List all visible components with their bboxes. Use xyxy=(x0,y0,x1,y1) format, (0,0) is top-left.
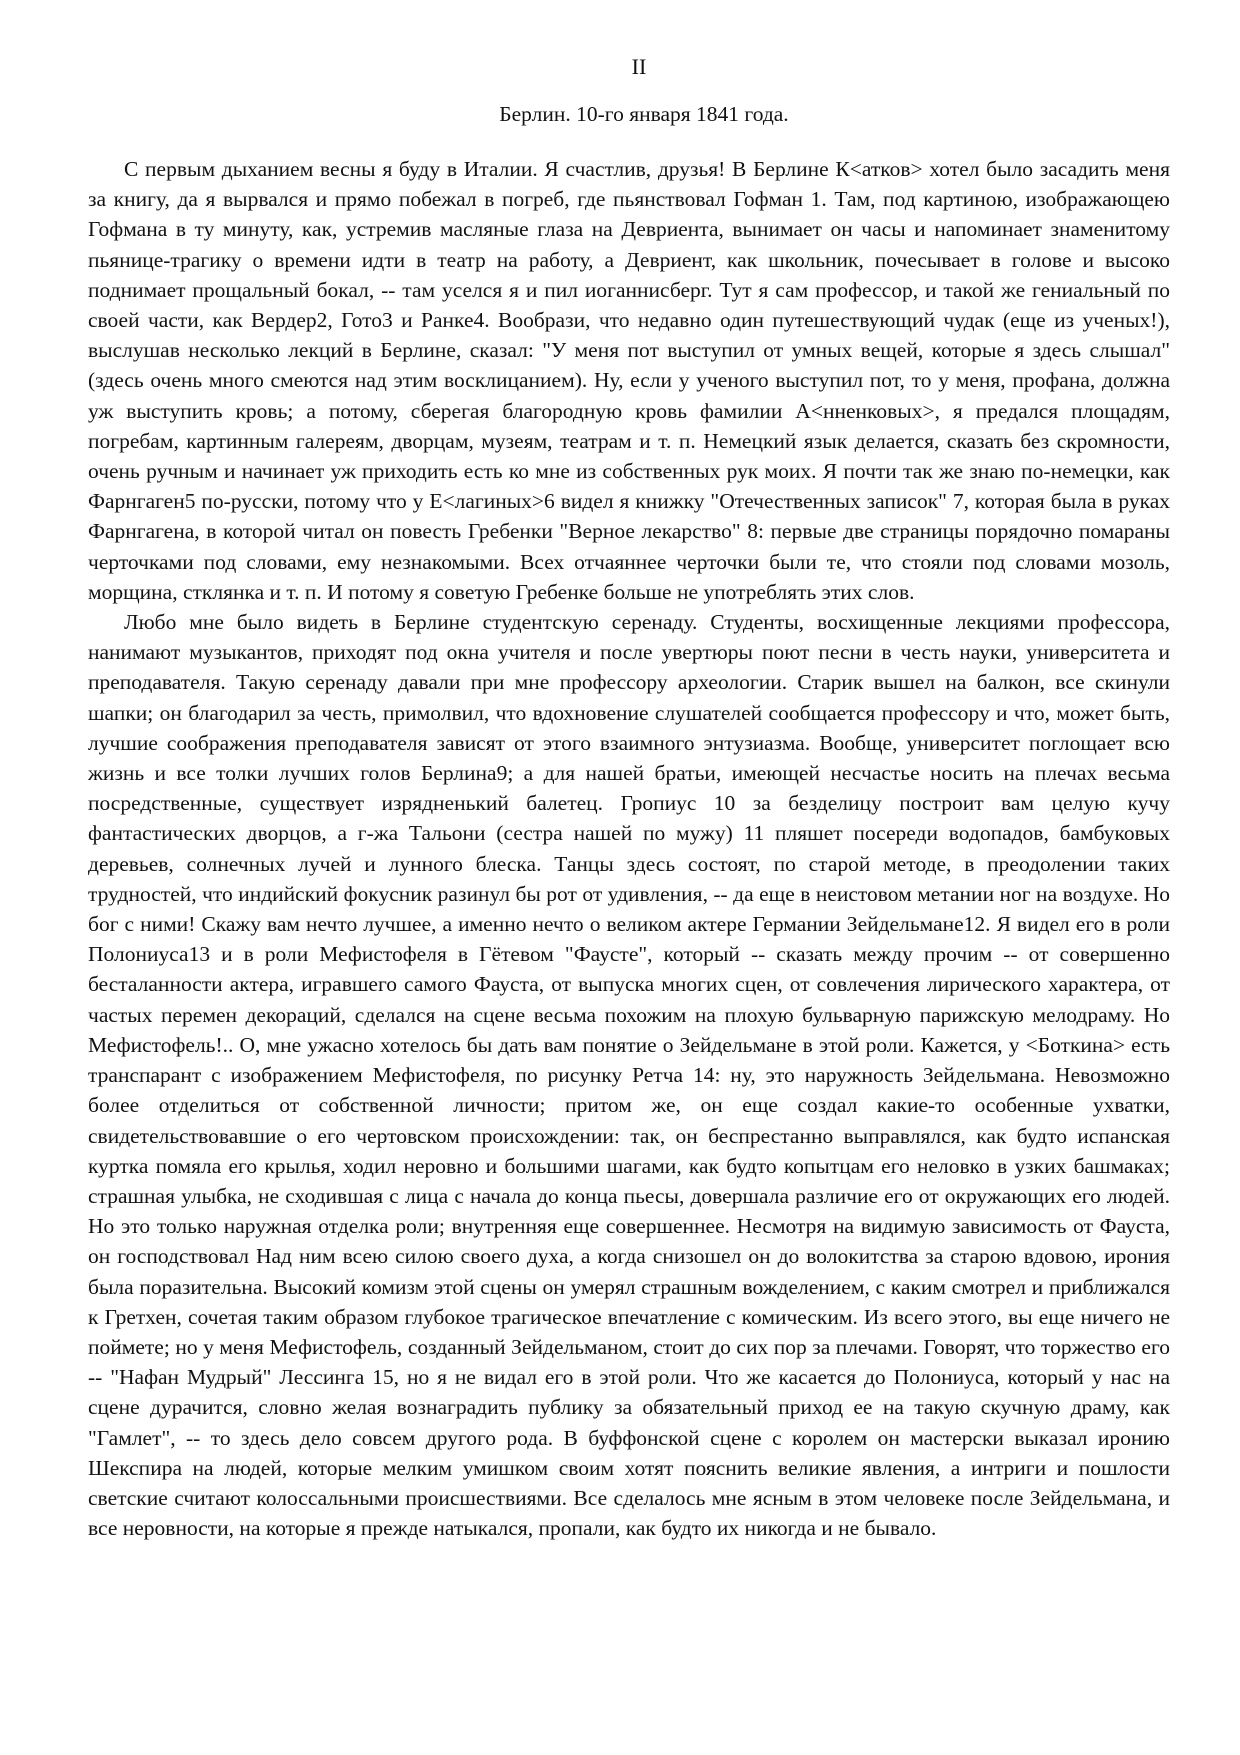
body-paragraph: Любо мне было видеть в Берлине студентскую серенаду. Студенты, восхищенные лекциями профессора, нанимают музыкантов, приходят под окна учителя и после увертюры поют песни в честь науки, университета и преподавателя. Такую серенаду давали при мне профессору археологии. Старик вышел на балкон, все скинули шапки; он благодарил за честь, примолвил, что вдохновение слушателей сообщается профессору и что, может быть, лучшие соображения преподавателя зависят от этого взаимного энтузиазма. Вообще, университет поглощает всю жизнь и все толки лучших голов Берлина9; а для нашей братьи, имеющей несчастье носить на плечах весьма посредственные, существует изрядненький балетец. Гропиус 10 за безделицу построит вам целую кучу фантастических дворцов, а г-жа Тальони (сестра нашей по мужу) 11 пляшет посереди водопадов, бамбуковых деревьев, солнечных лучей и лунного блеска. Танцы здесь состоят, по старой методе, в преодолении таких трудностей, что индийский фокусник разинул бы рот от удивления, -- да еще в неистовом метании ног на воздухе. Но бог с ними! Скажу вам нечто лучшее, а именно нечто о великом актере Германии Зейдельмане12. Я видел его в роли Полониуса13 и в роли Мефистофеля в Гётевом "Фаусте", который -- сказать между прочим -- от совершенно бесталанности актера, игравшего самого Фауста, от выпуска многих сцен, от совлечения лирического характера, от частых перемен декораций, сделался на сцене весьма похожим на плохую бульварную парижскую мелодраму. Но Мефистофель!.. О, мне ужасно хотелось бы дать вам понятие о Зейдельмане в этой роли. Кажется, у <Боткина> есть транспарант с изображением Мефистофеля, по рисунку Ретча 14: ну, это наружность Зейдельмана. Невозможно более отделиться от собственной личности; притом же, он еще создал какие-то особенные ухватки, свидетельствовавшие о его чертовском происхождении: так, он беспрестанно выправлялся, как будто испанская куртка помяла его крылья, ходил неровно и большими шагами, как будто копытцам его неловко в узких башмаках; страшная улыбка, не сходившая с лица с начала до конца пьесы, довершала различие его от окружающих его людей. Но это только наружная отделка роли; внутренняя еще совершеннее. Несмотря на видимую зависимость от Фауста, он господствовал Над ним всею силою своего духа, а когда снизошел он до волокитства за старою вдовою, ирония была поразительна. Высокий комизм этой сцены он умерял страшным вожделением, с каким смотрел и приближался к Гретхен, сочетая таким образом глубокое трагическое впечатление с комическим. Из всего этого, вы еще ничего не поймете; но у меня Мефистофель, созданный Зейдельманом, стоит до сих пор за плечами. Говорят, что торжество его -- "Нафан Мудрый" Лессинга 15, но я не видал его в этой роли. Что же касается до Полониуса, который у нас на сцене дурачится, словно желая вознаградить публику за обязательный приход ее на такую скучную драму, как "Гамлет", -- то здесь дело совсем другого рода. В буффонской сцене с королем он мастерски выказал иронию Шекспира на людей, которые мелким умишком своим хотят пояснить великие явления, а интриги и пошлости светские считают колоссальными происшествиями. Все сделалось мне ясным в этом человеке после Зейдельмана, и все неровности, на которые я прежде натыкался, пропали, как будто их никогда и не бывало. xyxy=(88,610,1170,1541)
chapter-number: II xyxy=(631,54,647,79)
body-paragraph: С первым дыханием весны я буду в Италии. Я счастлив, друзья! В Берлине К<атков> хотел было засадить меня за книгу, да я вырвался и прямо побежал в погреб, где пьянствовал Гофман 1. Там, под картиною, изображающею Гофмана в ту минуту, как, устремив масляные глаза на Девриента, вынимает он часы и напоминает знаменитому пьянице-трагику о времени идти в театр на работу, а Девриент, как школьник, почесывает в голове и высоко поднимает прощальный бокал, -- там уселся я и пил иоганнисберг. Тут я сам профессор, и такой же гениальный по своей части, как Вердер2, Гото3 и Ранке4. Вообрази, что недавно один путешествующий чудак (еще из ученых!), выслушав несколько лекций в Берлине, сказал: "У меня пот выступил от умных вещей, которые я здесь слышал" (здесь очень много смеются над этим восклицанием). Ну, если у ученого выступил пот, то у меня, профана, должна уж выступить кровь; а потому, сберегая благородную кровь фамилии А<нненковых>, я предался площадям, погребам, картинным галереям, дворцам, музеям, театрам и т. п. Немецкий язык делается, сказать без скромности, очень ручным и начинает уж приходить есть ко мне из собственных рук моих. Я почти так же знаю по-немецки, как Фарнгаген5 по-русски, потому что у Е<лагиных>6 видел я книжку "Отечественных записок" 7, которая была в руках Фарнгагена, в которой читал он повесть Гребенки "Верное лекарство" 8: первые две страницы порядочно помараны черточками под словами, ему незнакомыми. Всех отчаяннее черточки были те, что стояли под словами мозоль, морщина, стклянка и т. п. И потому я советую Гребенке больше не употреблять этих слов. xyxy=(88,157,1170,604)
letter-place-date: Берлин. 10-го января 1841 года. xyxy=(499,102,789,126)
